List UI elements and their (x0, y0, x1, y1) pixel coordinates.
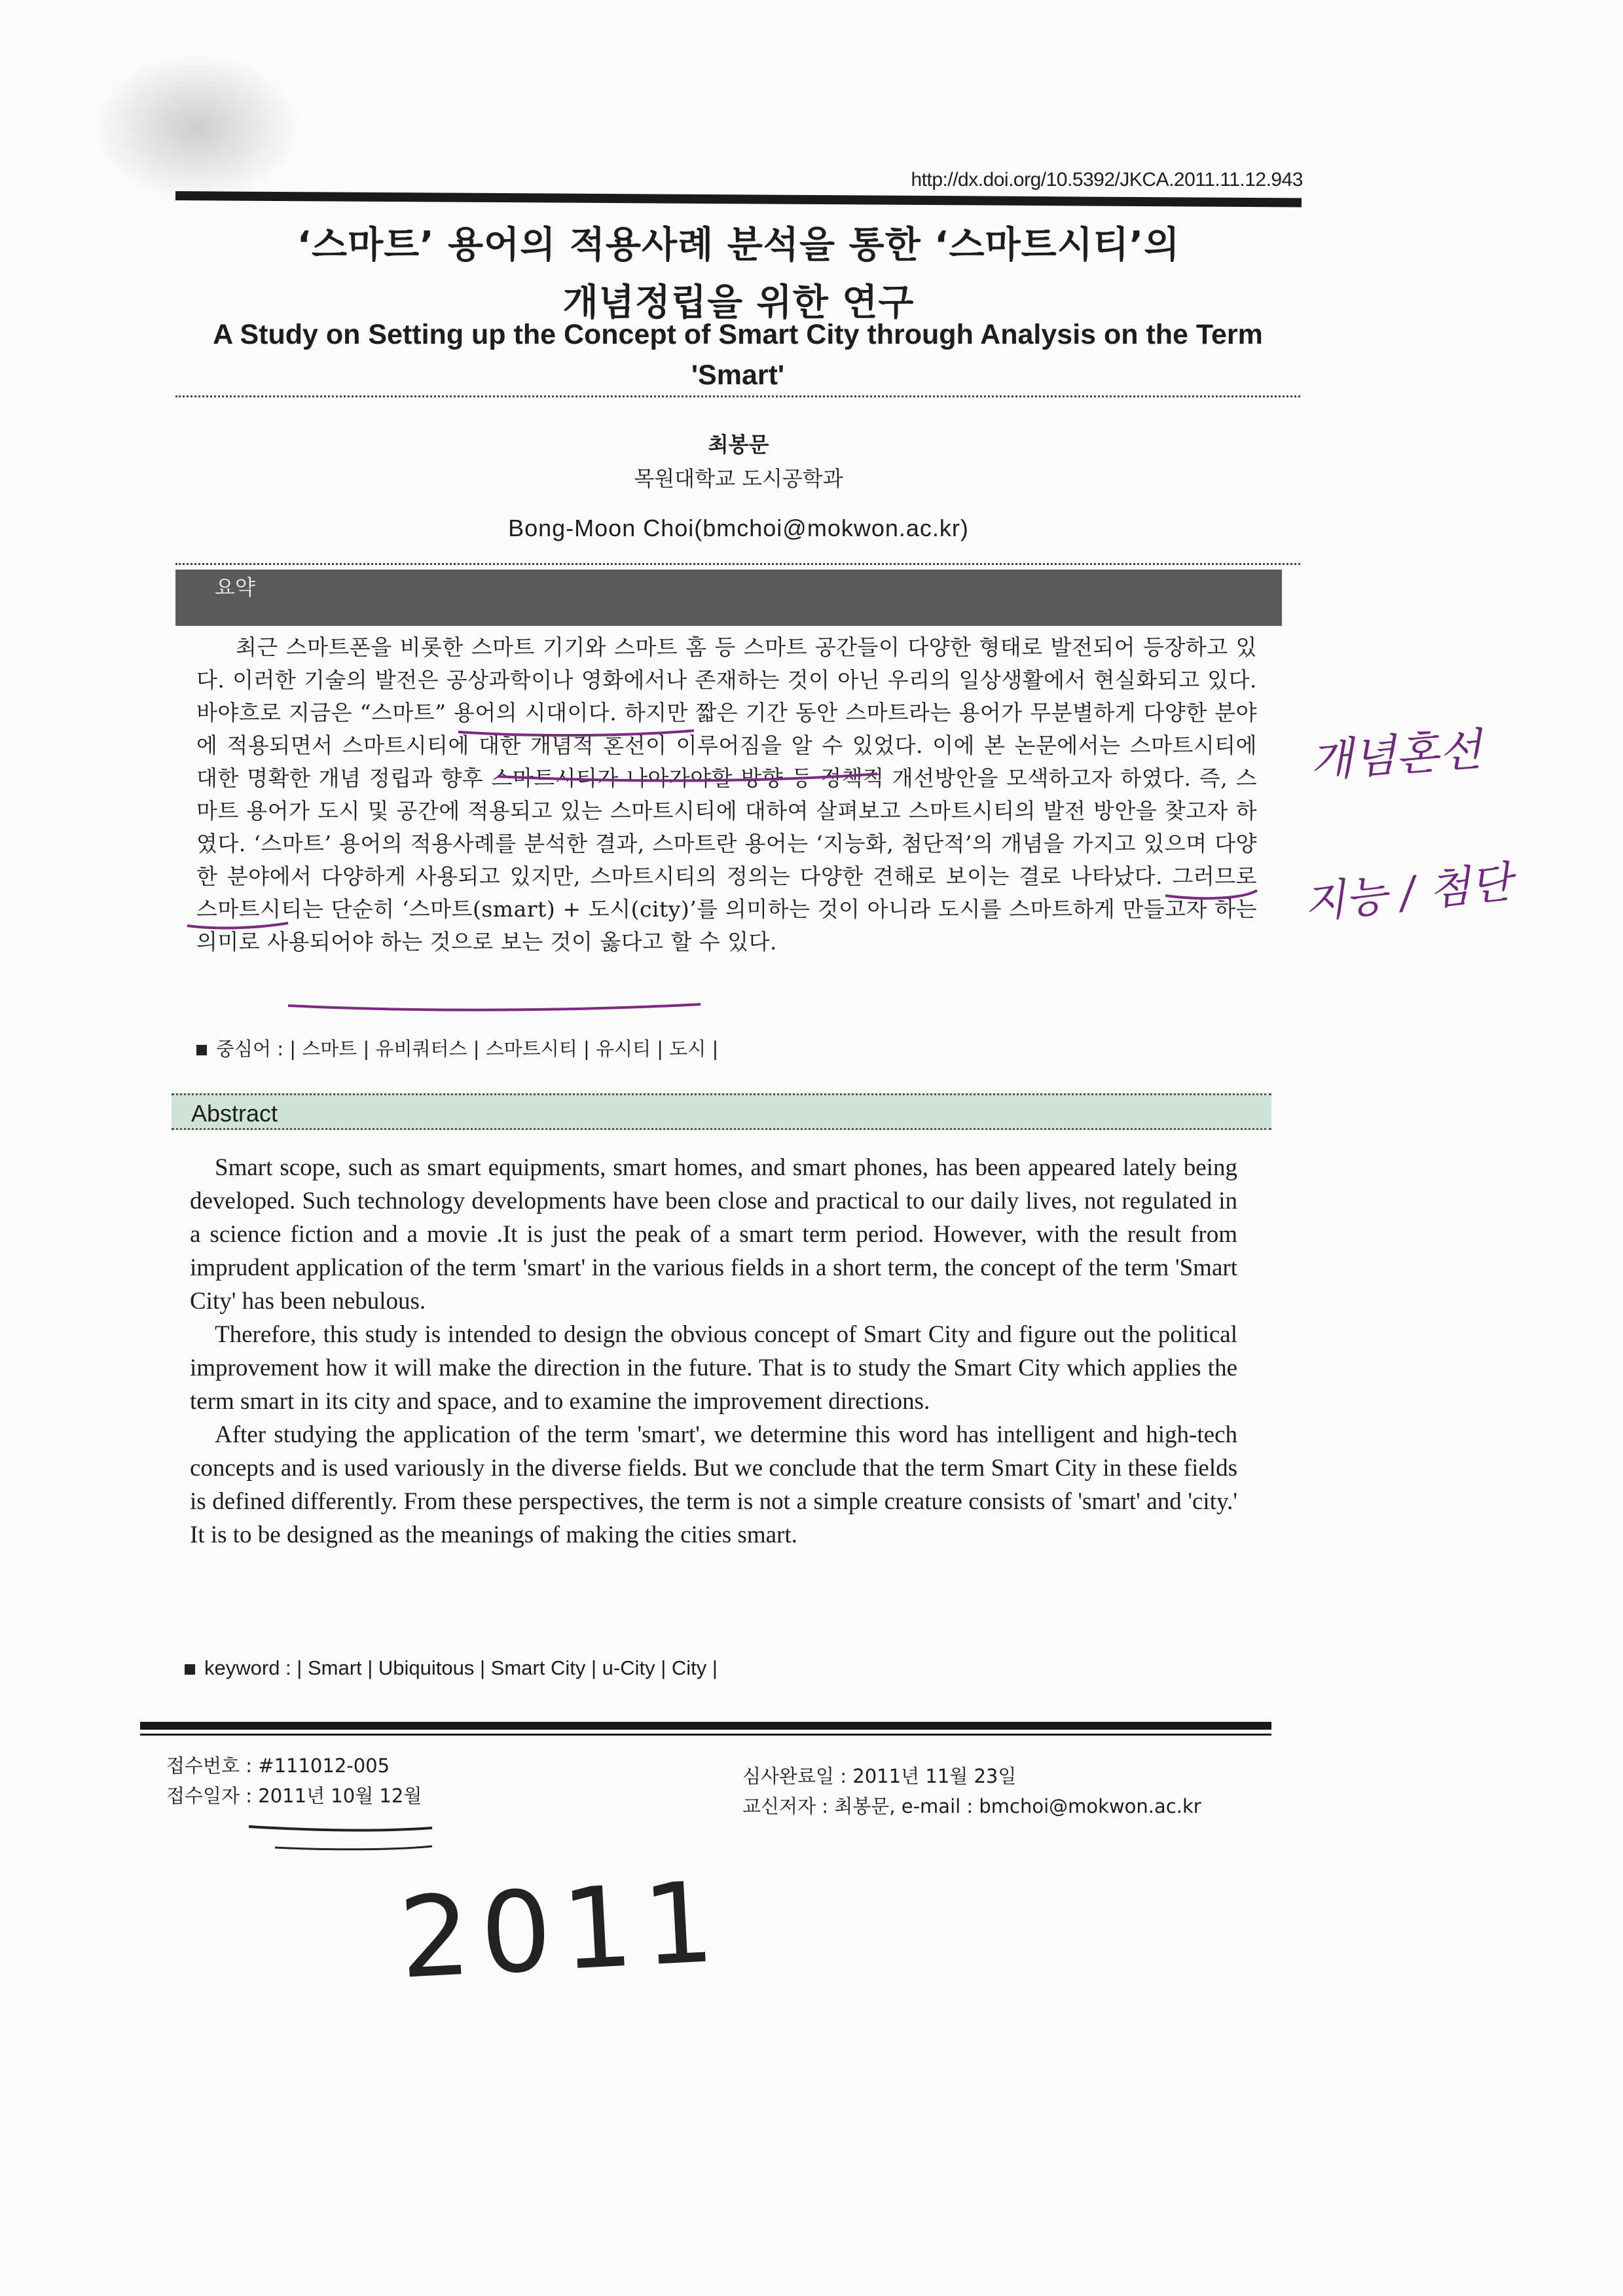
received-date: 접수일자 : 2011년 10월 12월 (166, 1785, 422, 1807)
summary-text: 최근 스마트폰을 비롯한 스마트 기기와 스마트 홈 등 스마트 공간들이 다양한 형태로 발전되어 등장하고 있다. 이러한 기술의 발전은 공상과학이나 영화에서나 존재하는 것이 아닌 우리의 일상생활에서 현실화되고 있다. 바야흐로 지금은 “스마트” 용어의 시대이다. 하지만 짧은 기간 동안 스마트라는 용어가 무분별하게 다양한 분야에 적용되면서 스마트시티에 대한 개념적 혼선이 이루어짐을 알 수 있었다. 이에 본 논문에서는 스마트시티에 대한 명확한 개념 정립과 향후 스마트시티가 나아가야할 방향 등 정책적 개선방안을 모색하고자 하였다. 즉, 스마트 용어가 도시 및 공간에 적용되고 있는 스마트시티에 대하여 살펴보고 스마트시티의 발전 방안을 찾고자 하였다. ‘스마트’ 용어의 적용사례를 분석한 결과, 스마트란 용어는 ‘지능화, 첨단적’의 개념을 가지고 있으며 다양한 분야에서 다양하게 사용되고 있지만, 스마트시티의 정의는 다양한 견해로 보이는 결로 나타났다. 그러므로 스마트시티는 단순히 ‘스마트(smart) + 도시(city)’를 의미하는 것이 아니라 도시를 스마트하게 만들고자 하는 의미로 사용되어야 하는 것으로 보는 것이 옳다고 할 수 있다. (196, 634, 1257, 955)
abstract-paragraph-2: Therefore, this study is intended to design the obvious concept of Smart City and figure out the political improvement how it will make the direction in the future. That is to study the Smart City which applies the term smart in its city and space, and to examine the improvement directions. (190, 1321, 1237, 1415)
handwritten-note-concept-confusion: 개념혼선 (1307, 723, 1484, 788)
author-name-korean: 최봉문 (708, 432, 769, 457)
handwritten-year: 2011 (396, 1857, 728, 2004)
title-english-line2: 'Smart' (691, 359, 785, 391)
received-number: 접수번호 : #111012-005 (166, 1755, 390, 1777)
underline-hightech (187, 923, 288, 928)
underline-make-city-smart (288, 1004, 701, 1010)
keywords-english-label: keyword : (204, 1656, 291, 1679)
keywords-korean-label: 중심어 : (216, 1038, 284, 1060)
handwritten-note-intelligent-hightech: 지능 / 첨단 (1301, 856, 1515, 929)
doi-link[interactable]: http://dx.doi.org/10.5392/JKCA.2011.11.12.943 (911, 169, 1303, 191)
abstract-heading: Abstract (191, 1100, 278, 1127)
keywords-english-list: | Smart | Ubiquitous | Smart City | u-City | City | (297, 1656, 718, 1679)
title-english-line1: A Study on Setting up the Concept of Smart City through Analysis on the Term (213, 319, 1263, 350)
abstract-paragraph-3: After studying the application of the term 'smart', we determine this word has intelligent and high-tech concepts and is used variously in the diverse fields. But we conclude that the term Smart City in these fields is defined differently. From these perspectives, the term is not a simple creature consists of 'smart' and 'city.' It is to be designed as the meanings of making the cities smart. (190, 1421, 1237, 1548)
underline-smart-era (458, 731, 694, 735)
handwritten-underline-date-2 (275, 1846, 432, 1850)
author-affiliation: 목원대학교 도시공학과 (634, 466, 843, 491)
title-korean-line2: 개념정립을 위한 연구 (562, 282, 915, 324)
abstract-paragraph-1: Smart scope, such as smart equipments, smart homes, and smart phones, has been appeared lately being developed. Such technology developments have been close and practical to our daily lives, not regulated in a science fiction and a movie .It is just the peak of a smart term period. However, with the result from imprudent application of the term 'smart' in the various fields in a short term, the concept of the term 'Smart City' has been nebulous. (190, 1154, 1237, 1315)
summary-heading: 요약 (215, 575, 255, 600)
review-complete-date: 심사완료일 : 2011년 11월 23일 (742, 1765, 1017, 1787)
handwritten-underline-date (249, 1827, 432, 1831)
underline-concept-confusion (498, 774, 877, 780)
author-name-english: Bong-Moon Choi(bmchoi@mokwon.ac.kr) (508, 515, 969, 541)
keywords-korean-list: | 스마트 | 유비쿼터스 | 스마트시티 | 유시티 | 도시 | (289, 1038, 719, 1060)
corresponding-author: 교신저자 : 최봉문, e-mail : bmchoi@mokwon.ac.kr (742, 1795, 1201, 1817)
underline-intelligent (1165, 890, 1257, 898)
title-korean-line1: ‘스마트’ 용어의 적용사례 분석을 통한 ‘스마트시티’의 (297, 224, 1180, 266)
